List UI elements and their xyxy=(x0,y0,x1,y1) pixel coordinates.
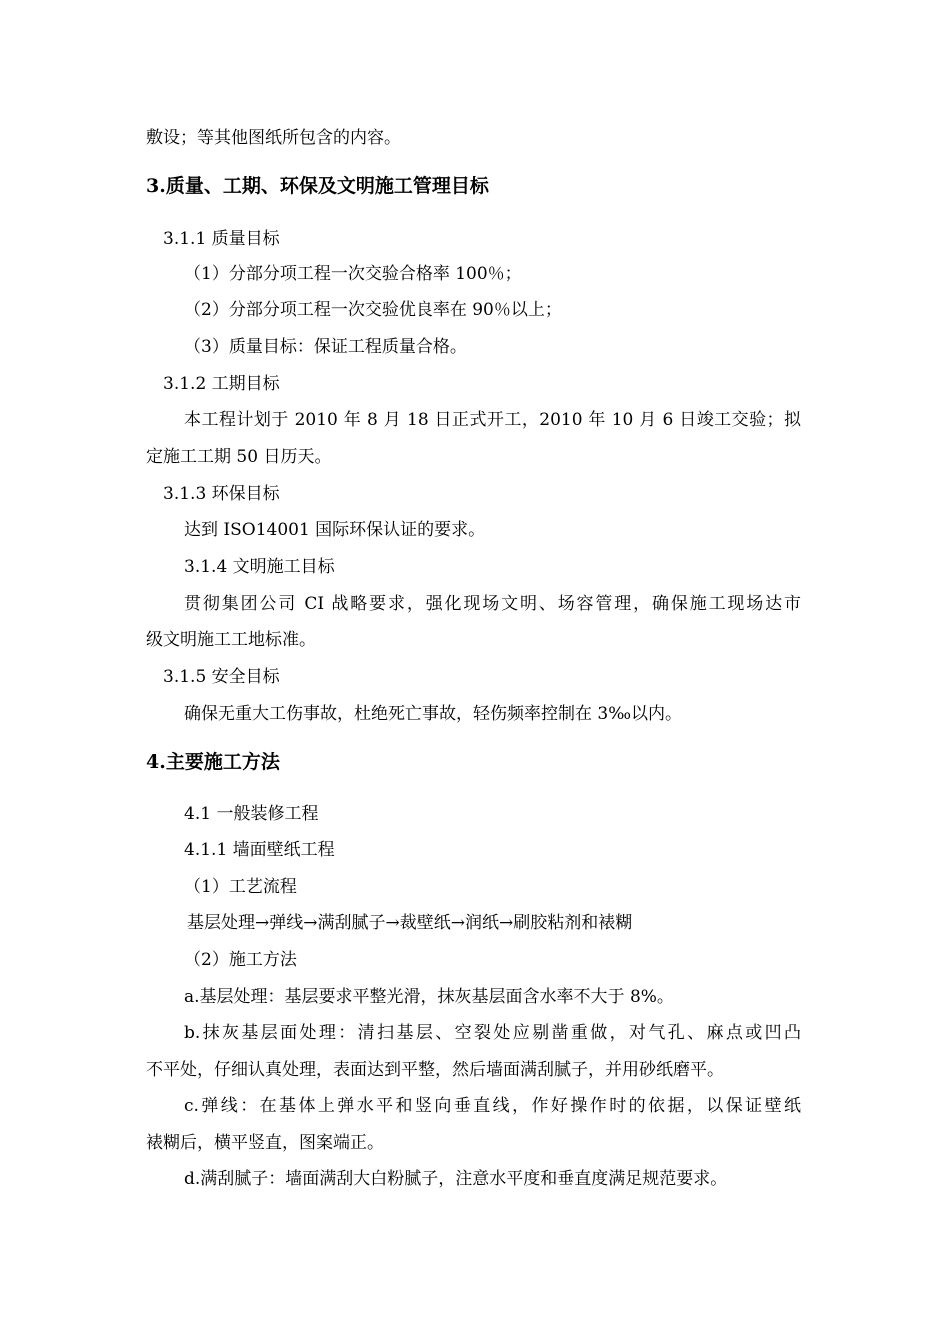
paragraph-line: 达到 ISO14001 国际环保认证的要求。 xyxy=(184,520,486,540)
paragraph-line: 本工程计划于 2010 年 8 月 18 日正式开工，2010 年 10 月 6 日竣工交验；拟 xyxy=(184,410,801,430)
subheading-4-1-1: 4.1.1 墙面壁纸工程 xyxy=(184,840,335,860)
paragraph-line: 裱糊后，横平竖直，图案端正。 xyxy=(146,1133,384,1153)
subheading-3-1-2: 3.1.2 工期目标 xyxy=(163,374,280,394)
paragraph-line: 定施工工期 50 日历天。 xyxy=(146,447,332,467)
section-heading-3: 3.质量、工期、环保及文明施工管理目标 xyxy=(146,175,489,197)
paragraph-line: 确保无重大工伤事故，杜绝死亡事故，轻伤频率控制在 3‰以内。 xyxy=(184,704,683,724)
paragraph-continuation: 敷设；等其他图纸所包含的内容。 xyxy=(146,128,401,148)
list-item: （3）质量目标：保证工程质量合格。 xyxy=(184,337,467,357)
paragraph-line: 级文明施工工地标准。 xyxy=(146,630,316,650)
paragraph-line: b.抹灰基层面处理：清扫基层、空裂处应剔凿重做，对气孔、麻点或凹凸 xyxy=(184,1023,801,1043)
paragraph-line: d.满刮腻子：墙面满刮大白粉腻子，注意水平度和垂直度满足规范要求。 xyxy=(184,1169,728,1189)
subheading-4-1: 4.1 一般装修工程 xyxy=(184,804,319,824)
list-item: （1）分部分项工程一次交验合格率 100％； xyxy=(184,264,522,284)
section-heading-4: 4.主要施工方法 xyxy=(146,751,280,773)
paragraph-line: c.弹线：在基体上弹水平和竖向垂直线，作好操作时的依据，以保证壁纸 xyxy=(184,1096,801,1116)
list-item: （1）工艺流程 xyxy=(184,877,297,897)
process-flow: 基层处理→弹线→满刮腻子→裁壁纸→润纸→刷胶粘剂和裱糊 xyxy=(187,913,633,933)
paragraph-line: a.基层处理：基层要求平整光滑，抹灰基层面含水率不大于 8%。 xyxy=(184,987,674,1007)
subheading-3-1-4: 3.1.4 文明施工目标 xyxy=(184,557,335,577)
paragraph-line: 贯彻集团公司 CI 战略要求，强化现场文明、场容管理，确保施工现场达市 xyxy=(184,594,801,614)
subheading-3-1-3: 3.1.3 环保目标 xyxy=(163,484,280,504)
subheading-3-1-1: 3.1.1 质量目标 xyxy=(163,229,280,249)
list-item: （2）施工方法 xyxy=(184,950,297,970)
list-item: （2）分部分项工程一次交验优良率在 90％以上； xyxy=(184,300,562,320)
subheading-3-1-5: 3.1.5 安全目标 xyxy=(163,667,280,687)
paragraph-line: 不平处，仔细认真处理，表面达到平整，然后墙面满刮腻子，并用砂纸磨平。 xyxy=(146,1060,724,1080)
